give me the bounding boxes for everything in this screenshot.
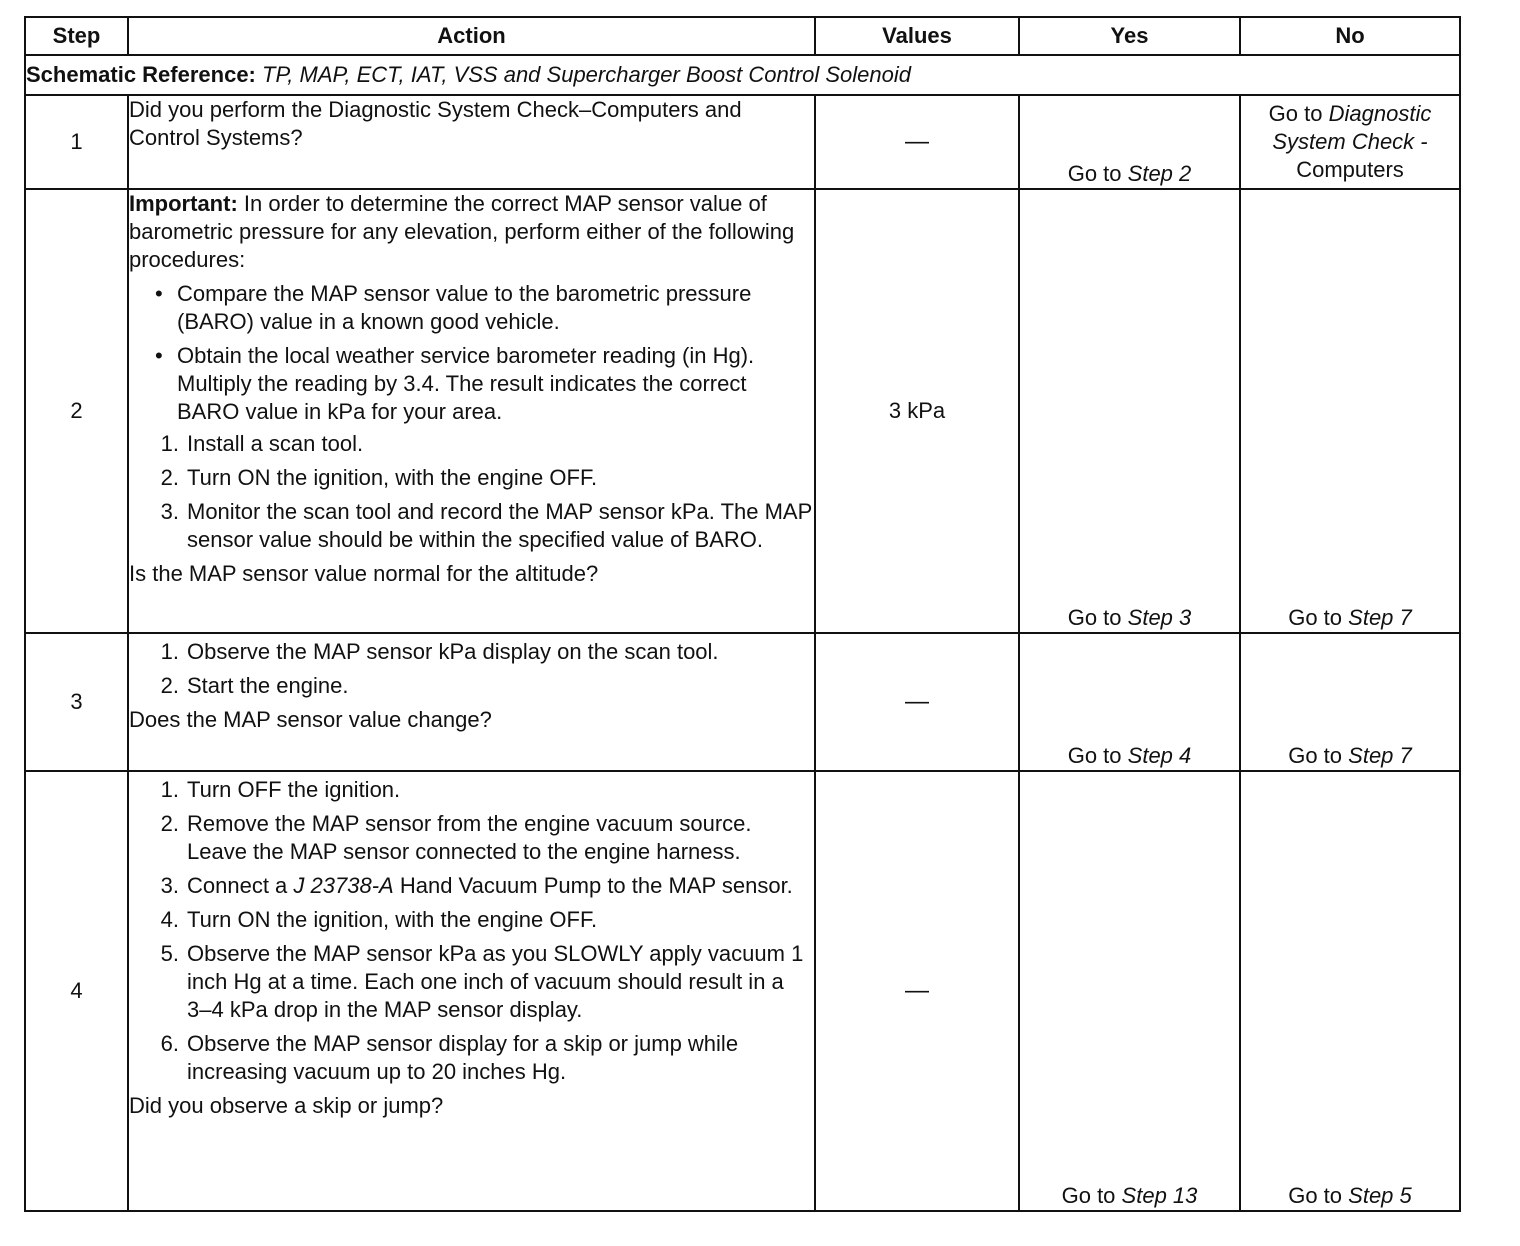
list-item xyxy=(129,430,814,458)
yes-cell xyxy=(1019,95,1240,189)
numbered-list xyxy=(129,638,814,700)
item-text: Observe the MAP sensor kPa as you SLOWLY apply vacuum 1 inch Hg at a time. Each one inch of vacuum should result in a 3–4 kPa drop in the MAP sensor display. xyxy=(187,941,804,1022)
list-item xyxy=(129,776,814,804)
action-text: Did you perform the Diagnostic System Check–Computers and Control Systems? xyxy=(129,97,742,150)
yes-target: Step 3 xyxy=(1127,605,1192,630)
step-number: 2 xyxy=(25,189,128,633)
yes-target: Step 2 xyxy=(1127,161,1192,186)
header-step: Step xyxy=(25,17,128,55)
schematic-row xyxy=(25,55,1460,95)
item-text: Observe the MAP sensor display for a skip or jump while increasing vacuum up to 20 inches Hg. xyxy=(187,1031,739,1084)
tool-name: J 23738-A xyxy=(293,873,394,898)
yes-prefix: Go to xyxy=(1067,161,1122,186)
value-cell: — xyxy=(815,633,1019,771)
item-text: Start the engine. xyxy=(187,673,349,698)
list-item: • Obtain the local weather service barometer reading (in Hg). Multiply the reading by 3.4. The result indicates the correct BARO value in kPa for your area. xyxy=(129,342,814,426)
item-number: 6. xyxy=(160,1031,179,1056)
list-item: • Compare the MAP sensor value to the barometric pressure (BARO) value in a known good vehicle. xyxy=(129,280,814,336)
no-cell xyxy=(1240,633,1460,771)
item-text xyxy=(187,872,814,900)
list-item xyxy=(129,672,814,700)
yes-target: Step 13 xyxy=(1121,1183,1198,1208)
item-number: 5. xyxy=(160,941,179,966)
important-label: Important: xyxy=(129,191,238,216)
important-text: In order to determine the correct MAP sensor value of barometric pressure for any elevation, perform either of the following procedures: xyxy=(129,191,795,272)
question: Does the MAP sensor value change? xyxy=(129,707,492,732)
item-number: 2. xyxy=(160,465,179,490)
header-values: Values xyxy=(815,17,1019,55)
no-prefix: Go to xyxy=(1288,1183,1343,1208)
list-item xyxy=(129,464,814,492)
item-text-post: Hand Vacuum Pump to the MAP sensor. xyxy=(399,873,793,898)
schematic-ref: TP, MAP, ECT, IAT, VSS and Supercharger Boost Control Solenoid xyxy=(262,62,911,87)
header-row xyxy=(25,17,1460,55)
list-item xyxy=(129,906,814,934)
item-number: 1. xyxy=(160,431,179,456)
item-number: 3. xyxy=(160,873,179,898)
yes-cell xyxy=(1019,189,1240,633)
bullet-list xyxy=(129,280,814,426)
no-prefix: Go to xyxy=(1288,743,1343,768)
no-target: Step 5 xyxy=(1348,1183,1412,1208)
question: Did you observe a skip or jump? xyxy=(129,1093,444,1118)
no-cell xyxy=(1240,189,1460,633)
item-text: Turn OFF the ignition. xyxy=(187,777,401,802)
item-number: 1. xyxy=(160,639,179,664)
item-text: Observe the MAP sensor kPa display on the scan tool. xyxy=(187,639,719,664)
header-no: No xyxy=(1240,17,1460,55)
yes-target: Step 4 xyxy=(1127,743,1192,768)
table-row-step-4 xyxy=(25,771,1460,1211)
list-item xyxy=(129,498,814,554)
schematic-label: Schematic Reference: xyxy=(26,62,256,87)
no-target: Diagnostic System Check - xyxy=(1272,101,1432,154)
yes-prefix: Go to xyxy=(1067,605,1122,630)
yes-prefix: Go to xyxy=(1067,743,1122,768)
item-text-pre: Connect a xyxy=(187,873,288,898)
value-cell: — xyxy=(815,771,1019,1211)
schematic-reference xyxy=(25,55,1460,95)
value-cell: 3 kPa xyxy=(815,189,1019,633)
item-number: 4. xyxy=(160,907,179,932)
important-note xyxy=(129,190,814,274)
numbered-list xyxy=(129,776,814,1086)
table-row-step-1 xyxy=(25,95,1460,189)
value-cell: — xyxy=(815,95,1019,189)
yes-cell xyxy=(1019,771,1240,1211)
item-text: Turn ON the ignition, with the engine OFF. xyxy=(187,907,598,932)
no-cell xyxy=(1240,771,1460,1211)
list-item xyxy=(129,638,814,666)
list-item xyxy=(129,940,814,1024)
item-text: Monitor the scan tool and record the MAP sensor kPa. The MAP sensor value should be within the specified value of BARO. xyxy=(187,499,812,552)
list-item xyxy=(129,1030,814,1086)
yes-cell xyxy=(1019,633,1240,771)
numbered-list xyxy=(129,430,814,554)
no-target: Step 7 xyxy=(1348,743,1412,768)
item-number: 2. xyxy=(160,811,179,836)
yes-prefix: Go to xyxy=(1061,1183,1116,1208)
diagnostic-table xyxy=(24,16,1461,1212)
item-text: Turn ON the ignition, with the engine OFF. xyxy=(187,465,598,490)
list-item xyxy=(129,872,814,900)
question: Is the MAP sensor value normal for the altitude? xyxy=(129,561,599,586)
action-cell xyxy=(128,771,815,1211)
no-cell xyxy=(1240,95,1460,189)
no-suffix: Computers xyxy=(1296,157,1404,182)
item-text: Remove the MAP sensor from the engine vacuum source. Leave the MAP sensor connected to the engine harness. xyxy=(187,811,752,864)
step-number: 4 xyxy=(25,771,128,1211)
table-row-step-2 xyxy=(25,189,1460,633)
item-text: Install a scan tool. xyxy=(187,431,364,456)
item-number: 2. xyxy=(160,673,179,698)
table-row-step-3 xyxy=(25,633,1460,771)
action-cell xyxy=(128,633,815,771)
step-number: 1 xyxy=(25,95,128,189)
step-number: 3 xyxy=(25,633,128,771)
item-number: 1. xyxy=(160,777,179,802)
no-target: Step 7 xyxy=(1348,605,1412,630)
list-item xyxy=(129,810,814,866)
action-cell xyxy=(128,189,815,633)
item-number: 3. xyxy=(160,499,179,524)
action-cell xyxy=(128,95,815,189)
header-yes: Yes xyxy=(1019,17,1240,55)
header-action: Action xyxy=(128,17,815,55)
no-prefix: Go to xyxy=(1268,101,1323,126)
no-prefix: Go to xyxy=(1288,605,1343,630)
